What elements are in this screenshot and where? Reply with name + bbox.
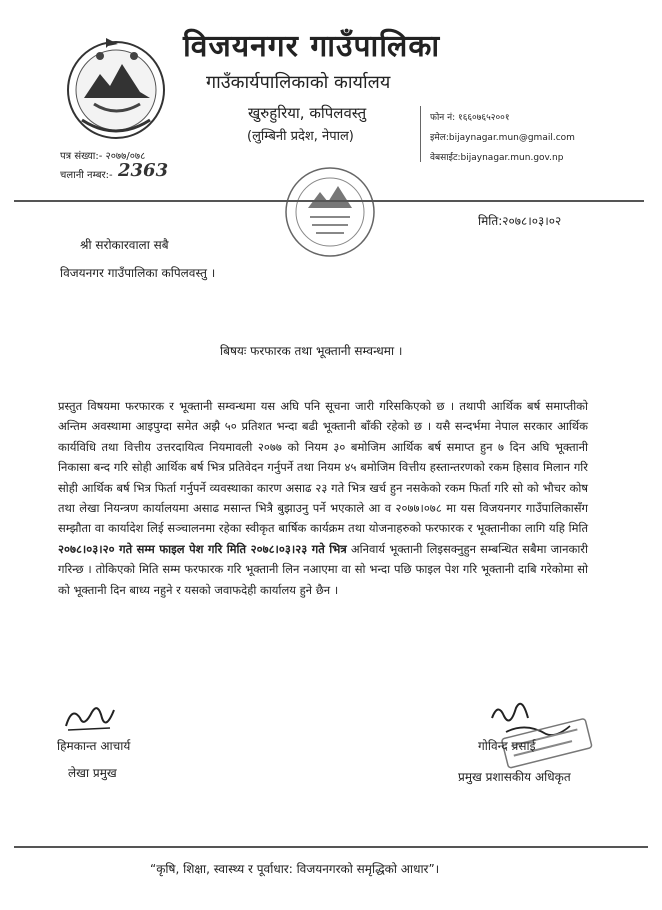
nepal-emblem-icon	[60, 34, 172, 142]
dispatch-label: चलानी नम्बर:-	[60, 170, 113, 181]
letter-subject: बिषयः फरफारक तथा भूक्तानी सम्वन्धमा ।	[220, 344, 403, 358]
right-signatory-title: प्रमुख प्रशासकीय अधिकृत	[458, 770, 571, 784]
office-seal-stamp	[282, 164, 378, 260]
recipient: श्री सरोकारवाला सबै	[80, 238, 169, 252]
footer-motto: “कृषि, शिक्षा, स्वास्थ्य र पूर्वाधार: विजयनगरको समृद्धिको आधार”।	[150, 862, 440, 876]
municipality-name: विजयनगर गाउँपालिका	[183, 29, 441, 64]
body-text-part2: अनिवार्य भूक्तानी लिइसक्नुहुन सम्बन्धित सबैमा जानकारी गरिन्छ । तोकिएको मिति सम्म फरफारक गरि भूक्तानी लिन नआएमा वा सो भन्दा पछि फाइल पेश गरि भूक्तानी दाबि गरेकोमा सो को भूक्तानी दिन बाध्य नहुने र यसको जवाफदेही कार्यालय हुने छैन ।	[58, 541, 588, 597]
left-signatory-name: हिमकान्त आचार्य	[57, 739, 131, 753]
body-text-deadline: २०७८।०३।२० गते सम्म फाइल पेश गरि मिति २०७८।०३।२३ गते भित्र	[58, 541, 347, 556]
right-signatory-name: गोविन्द प्रसाई	[478, 739, 536, 753]
office-province: (लुम्बिनी प्रदेश, नेपाल)	[247, 129, 354, 144]
letter-number: पत्र संख्या:- २०७७/०७८	[60, 151, 146, 162]
header-divider	[14, 200, 644, 202]
contact-website: वेबसाईट:bijaynagar.mun.gov.np	[430, 153, 564, 163]
office-location: खुरुहुरिया, कपिलवस्तु	[248, 104, 367, 122]
body-text-part1: प्रस्तुत विषयमा फरफारक र भूक्तानी सम्वन्धमा यस अघि पनि सूचना जारी गरिसकिएको छ । तथापी आर्थिक बर्ष समाप्तीको अन्तिम अवस्थामा आइपुग्दा समेत अझै ५० प्रतिशत भन्दा बढी भूक्तानी बाँकी रहेको छ । यसै सन्दर्भमा नेपाल सरकार आर्थिक कार्यविधि तथा वित्तीय उत्तरदायित्व नियमावली २०७७ को नियम ३० बमोजिम आर्थिक बर्ष समाप्त हुन ७ दिन अघि भूक्तानी निकासा बन्द गरि सोही आर्थिक बर्ष भित्र प्रतिवेदन गर्नुपर्ने तथा नियम ४५ बमोजिम वित्तीय हस्तान्तरणको रकम हिसाव मिलान गरि सोही आर्थिक बर्ष भित्र फिर्ता गर्नुपर्ने व्यवस्थाका कारण असाढ २३ गते भित्र खर्च हुन नसकेको रकम फिर्ता गरि सो को भौचर कोष तथा लेखा नियन्त्रण कार्यालयमा असाढ मसान्त भित्रै बुझाउनु पर्ने भएकाले आ व २०७७।०७८ मा यस विजयनगर गाउँपालिकासँग सम्झौता वा कार्यादेश लिई सञ्चालनमा रहेका स्वीकृत बार्षिक कार्यक्रम तथा योजनाहरुको फरफारक र भूक्तानीका लागि यहि मिति	[58, 399, 588, 536]
dispatch-number-handwritten: 2363	[118, 160, 169, 181]
left-signatory-title: लेखा प्रमुख	[68, 766, 117, 780]
left-signature	[62, 700, 118, 734]
letter-body	[58, 396, 588, 600]
footer-divider	[14, 846, 648, 848]
recipient-organization: विजयनगर गाउँपालिका कपिलवस्तु ।	[60, 266, 216, 280]
contact-email: इमेल:bijaynagar.mun@gmail.com	[430, 133, 575, 143]
letter-date: मिति:२०७८।०३।०२	[478, 214, 562, 228]
contact-phone: फोन नं: १६६०७६५२००१	[430, 113, 510, 123]
contact-divider	[420, 106, 421, 162]
office-name: गाउँकार्यपालिकाको कार्यालय	[206, 72, 391, 93]
